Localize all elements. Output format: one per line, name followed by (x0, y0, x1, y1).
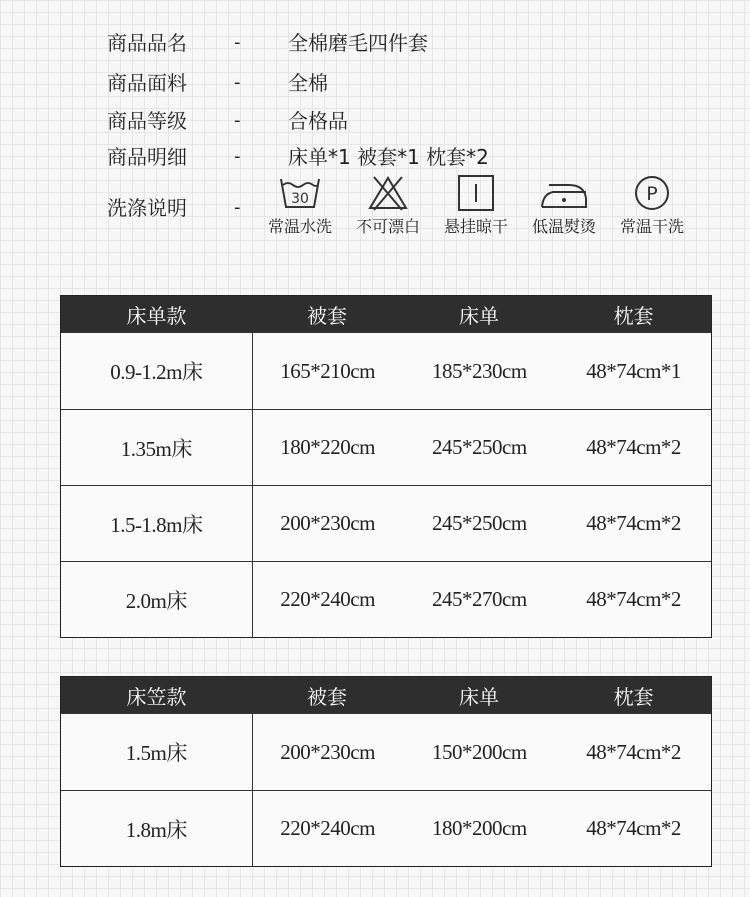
header-cell: 床笠款 (126, 684, 187, 709)
table-cell: 48*74cm*2 (586, 435, 681, 459)
table-header (61, 677, 711, 713)
table-cell: 1.5m床 (61, 714, 253, 790)
table-cell: 180*220cm (280, 435, 375, 459)
table-cell: 1.35m床 (61, 410, 253, 485)
table-row (61, 485, 711, 561)
table-cell: 48*74cm*2 (586, 739, 681, 764)
dry-clean-item (612, 174, 692, 237)
wash-30-item (260, 174, 340, 237)
table-cell: 200*230cm (280, 739, 375, 764)
table-cell: 0.9-1.2m床 (61, 333, 253, 409)
info-row-name (0, 28, 750, 58)
info-label: 商品品名 (107, 31, 187, 55)
professional-clean-icon (630, 174, 674, 212)
table-cell: 220*240cm (280, 816, 375, 840)
info-row-grade (0, 106, 750, 136)
icon-label: 常温水洗 (267, 217, 332, 236)
low-iron-item (524, 174, 604, 237)
header-cell: 床单 (459, 303, 499, 328)
info-row-details (0, 142, 750, 172)
info-dash: - (234, 197, 241, 218)
table-row (61, 713, 711, 790)
table-cell: 180*200cm (432, 816, 527, 840)
info-value: 床单*1 被套*1 枕套*2 (288, 145, 489, 169)
hang-dry-item (436, 174, 516, 237)
table-cell: 48*74cm*2 (586, 587, 681, 611)
header-cell: 被套 (307, 684, 347, 709)
hang-dry-icon (454, 174, 498, 212)
info-dash: - (234, 110, 241, 131)
icon-label: 不可漂白 (355, 217, 420, 236)
table-cell: 245*250cm (432, 511, 527, 535)
table-cell: 245*250cm (432, 435, 527, 459)
info-dash: - (234, 146, 241, 167)
icon-label: 常温干洗 (619, 217, 684, 236)
info-value: 合格品 (288, 109, 348, 133)
table-cell: 48*74cm*1 (586, 358, 681, 383)
info-dash: - (234, 32, 241, 53)
do-not-bleach-icon (366, 174, 410, 212)
table-cell: 200*230cm (280, 511, 375, 535)
info-value: 全棉 (288, 71, 328, 95)
icon-label: 低温熨烫 (531, 217, 596, 236)
icon-label: 悬挂晾干 (443, 217, 508, 236)
fitted-sheet-size-table (60, 676, 712, 867)
header-cell: 枕套 (613, 303, 654, 328)
wash-30-icon (278, 174, 322, 212)
info-label: 洗涤说明 (107, 196, 187, 220)
info-dash: - (234, 72, 241, 93)
table-row (61, 332, 711, 409)
table-cell: 1.8m床 (61, 791, 253, 866)
info-label: 商品明细 (107, 145, 187, 169)
header-cell: 被套 (307, 303, 347, 328)
table-cell: 2.0m床 (61, 562, 253, 637)
table-cell: 48*74cm*2 (586, 816, 681, 840)
wash-temp-text: 30 (291, 191, 309, 207)
table-cell: 245*270cm (432, 587, 527, 611)
table-cell: 185*230cm (432, 358, 527, 383)
table-cell: 48*74cm*2 (586, 511, 681, 535)
no-bleach-item (348, 174, 428, 237)
table-row (61, 561, 711, 637)
table-cell: 165*210cm (280, 358, 375, 383)
header-cell: 床单款 (126, 303, 187, 328)
dry-clean-letter: P (646, 183, 658, 205)
info-row-fabric (0, 68, 750, 98)
flat-sheet-size-table (60, 295, 712, 638)
table-cell: 150*200cm (432, 739, 527, 764)
info-label: 商品面料 (107, 71, 187, 95)
low-iron-icon (539, 174, 589, 212)
table-row (61, 790, 711, 866)
table-header (61, 296, 711, 332)
header-cell: 枕套 (613, 684, 654, 709)
table-cell: 1.5-1.8m床 (61, 486, 253, 561)
table-cell: 220*240cm (280, 587, 375, 611)
info-label: 商品等级 (107, 109, 187, 133)
table-row (61, 409, 711, 485)
header-cell: 床单 (459, 684, 499, 709)
info-value: 全棉磨毛四件套 (288, 31, 428, 55)
